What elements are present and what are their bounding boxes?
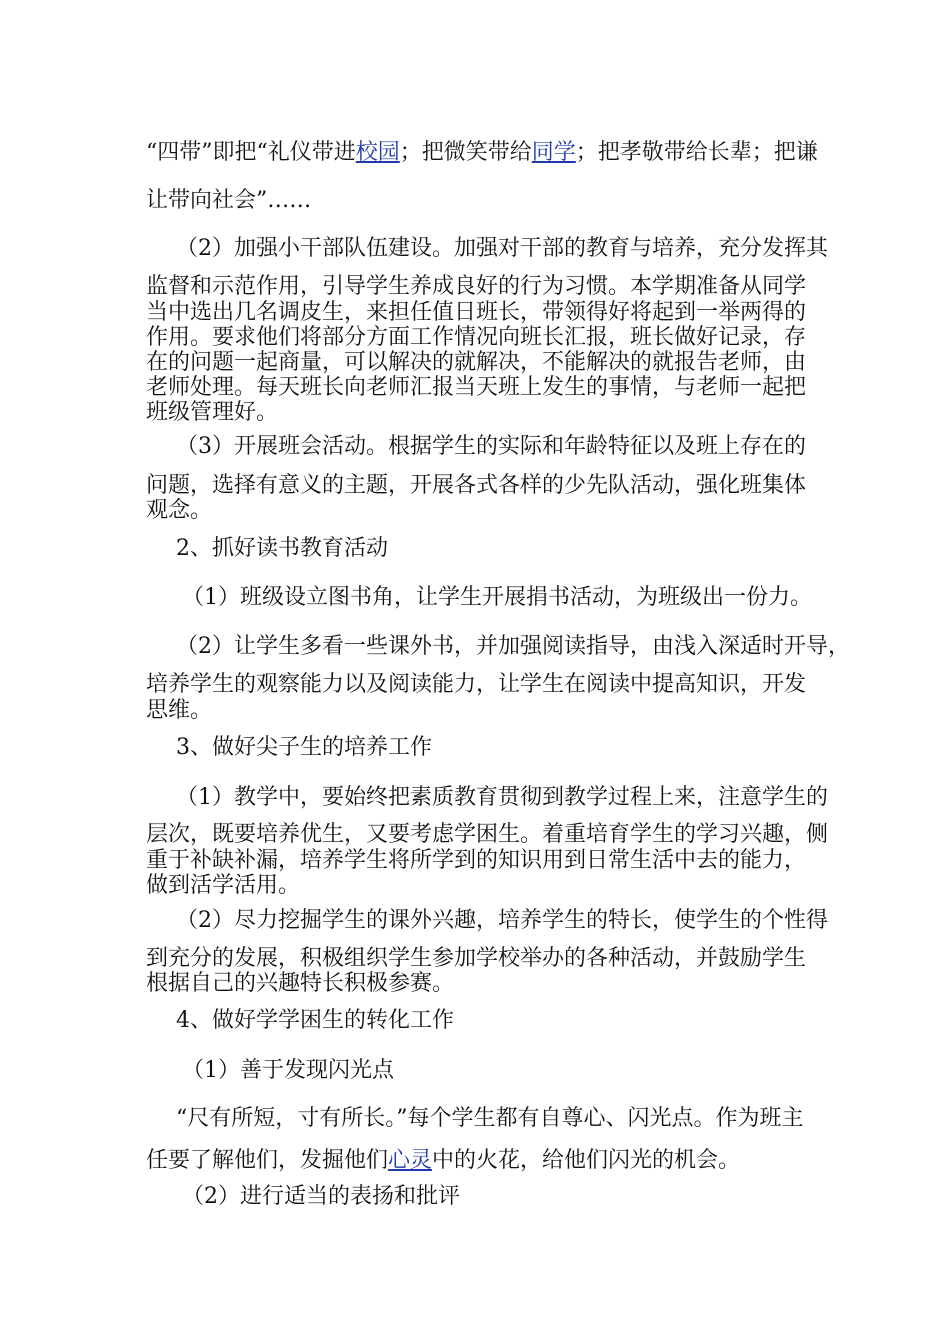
paragraph-line: 作用。要求他们将部分方面工作情况向班长汇报，班长做好记录，存 bbox=[146, 325, 807, 350]
link-heart[interactable]: 心灵 bbox=[388, 1148, 433, 1173]
link-classmates[interactable]: 同学 bbox=[531, 140, 576, 165]
paragraph-line: （2）加强小干部队伍建设。加强对干部的教育与培养，充分发挥其 bbox=[176, 236, 828, 261]
section-heading-2: 2、抓好读书教育活动 bbox=[176, 536, 388, 561]
paragraph-line: 监督和示范作用，引导学生养成良好的行为习惯。本学期准备从同学 bbox=[146, 274, 807, 299]
quote-text-a: 任要了解他们，发掘他们 bbox=[146, 1148, 389, 1173]
paragraph-line: 观念。 bbox=[146, 498, 213, 523]
intro-text-a: “四带”即把“礼仪带进 bbox=[146, 140, 356, 165]
quote-line-2 bbox=[146, 1148, 740, 1174]
paragraph-line: （2）尽力挖掘学生的课外兴趣，培养学生的特长，使学生的个性得 bbox=[176, 908, 828, 933]
paragraph-line: 做到活学活用。 bbox=[146, 873, 301, 898]
section-heading-4: 4、做好学学困生的转化工作 bbox=[176, 1008, 454, 1033]
paragraph-line: 班级管理好。 bbox=[146, 400, 279, 425]
intro-line-1 bbox=[146, 140, 818, 166]
paragraph-line: 思维。 bbox=[146, 698, 213, 723]
paragraph-line: 在的问题一起商量，可以解决的就解决，不能解决的就报告老师，由 bbox=[146, 350, 807, 375]
paragraph-line: （2）让学生多看一些课外书，并加强阅读指导，由浅入深适时开导， bbox=[176, 634, 850, 659]
intro-line-2: 让带向社会”…… bbox=[146, 188, 312, 213]
paragraph-line: 老师处理。每天班长向老师汇报当天班上发生的事情，与老师一起把 bbox=[146, 375, 807, 400]
paragraph-line: （1）班级设立图书角，让学生开展捐书活动，为班级出一份力。 bbox=[182, 585, 812, 610]
paragraph-line: （2）进行适当的表扬和批评 bbox=[182, 1184, 460, 1209]
paragraph-line: 根据自己的兴趣特长积极参赛。 bbox=[146, 971, 455, 996]
paragraph-line: 层次，既要培养优生，又要考虑学困生。着重培育学生的学习兴趣，侧 bbox=[146, 822, 829, 847]
paragraph-line: （1）善于发现闪光点 bbox=[182, 1058, 394, 1083]
intro-text-b: ；把微笑带给 bbox=[399, 140, 532, 165]
quote-text-b: 中的火花，给他们闪光的机会。 bbox=[432, 1148, 741, 1173]
section-heading-3: 3、做好尖子生的培养工作 bbox=[176, 735, 432, 760]
quote-line-1: “尺有所短，寸有所长。”每个学生都有自尊心、闪光点。作为班主 bbox=[176, 1106, 804, 1131]
link-campus[interactable]: 校园 bbox=[355, 140, 400, 165]
paragraph-line: 问题，选择有意义的主题，开展各式各样的少先队活动，强化班集体 bbox=[146, 473, 807, 498]
intro-text-c: ；把孝敬带给长辈；把谦 bbox=[575, 140, 818, 165]
paragraph-line: （3）开展班会活动。根据学生的实际和年龄特征以及班上存在的 bbox=[176, 434, 806, 459]
paragraph-line: 当中选出几名调皮生，来担任值日班长，带领得好将起到一举两得的 bbox=[146, 300, 807, 325]
paragraph-line: 培养学生的观察能力以及阅读能力，让学生在阅读中提高知识，开发 bbox=[146, 672, 807, 697]
paragraph-line: 重于补缺补漏，培养学生将所学到的知识用到日常生活中去的能力， bbox=[146, 848, 807, 873]
paragraph-line: （1）教学中，要始终把素质教育贯彻到教学过程上来，注意学生的 bbox=[176, 785, 828, 810]
paragraph-line: 到充分的发展，积极组织学生参加学校举办的各种活动，并鼓励学生 bbox=[146, 946, 807, 971]
